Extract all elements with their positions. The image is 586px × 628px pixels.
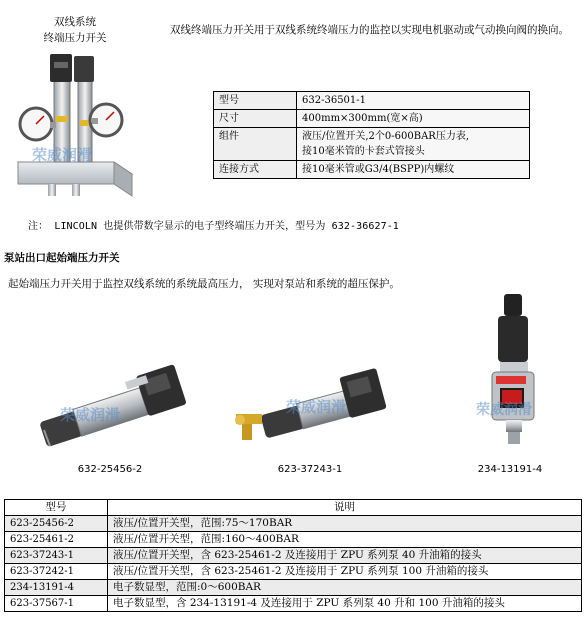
spec-table bbox=[213, 91, 530, 179]
description-cell: 液压/位置开关型，含 623-25461-2 及连接用于 ZPU 系列泵 40 升油箱的接头 bbox=[108, 548, 582, 564]
spec-value: 632-36501-1 bbox=[297, 92, 530, 110]
table-row bbox=[5, 548, 582, 564]
spec-row bbox=[214, 110, 530, 128]
description-cell: 电子数显型，范围:0～600BAR bbox=[108, 580, 582, 596]
description-cell: 液压/位置开关型，范围:160～400BAR bbox=[108, 532, 582, 548]
model-table bbox=[4, 499, 582, 612]
spec-value-line1: 液压/位置开关,2个0-600BAR压力表, bbox=[302, 131, 470, 142]
model-cell: 623-37243-1 bbox=[5, 548, 108, 564]
table-row bbox=[5, 596, 582, 612]
model-cell: 234-13191-4 bbox=[5, 580, 108, 596]
spec-row bbox=[214, 128, 530, 161]
spec-value: 400mm×300mm(宽×高) bbox=[297, 110, 530, 128]
spec-key: 尺寸 bbox=[214, 110, 297, 128]
intro-paragraph: 双线终端压力开关用于双线系统终端压力的监控以实现电机驱动或气动换向阀的换向。 bbox=[170, 24, 569, 36]
description-cell: 液压/位置开关型，范围:75～170BAR bbox=[108, 516, 582, 532]
spec-key: 连接方式 bbox=[214, 161, 297, 179]
svg-text:荣威润滑: 荣威润滑 bbox=[476, 402, 532, 418]
spec-row bbox=[214, 161, 530, 179]
table-row bbox=[5, 532, 582, 548]
product-photo-3 bbox=[476, 292, 556, 452]
spec-key: 型号 bbox=[214, 92, 297, 110]
column-header-description: 说明 bbox=[108, 500, 582, 516]
spec-key: 组件 bbox=[214, 128, 297, 161]
column-header-model: 型号 bbox=[5, 500, 108, 516]
product-photo-1 bbox=[30, 340, 200, 450]
model-cell: 623-25461-2 bbox=[5, 532, 108, 548]
model-cell: 623-37567-1 bbox=[5, 596, 108, 612]
product-photo-2 bbox=[228, 340, 393, 450]
section-title: 泵站出口起始端压力开关 bbox=[4, 252, 120, 264]
description-cell: 液压/位置开关型，含 623-25461-2 及连接用于 ZPU 系列泵 100 升油箱的接头 bbox=[108, 564, 582, 580]
product-label-3: 234-13191-4 bbox=[477, 464, 543, 475]
model-cell: 623-25456-2 bbox=[5, 516, 108, 532]
top-product-caption-line2: 终端压力开关 bbox=[43, 32, 107, 44]
description-cell: 电子数显型，含 234-13191-4 及连接用于 ZPU 系列泵 40 升和 100 升油箱的接头 bbox=[108, 596, 582, 612]
model-cell: 623-37242-1 bbox=[5, 564, 108, 580]
spec-value: 接10毫米管或G3/4(BSPP)内螺纹 bbox=[297, 161, 530, 179]
model-table-header bbox=[5, 500, 582, 516]
svg-text:荣威润滑: 荣威润滑 bbox=[286, 398, 347, 416]
table-row bbox=[5, 564, 582, 580]
end-pressure-switch-photo bbox=[10, 50, 140, 200]
spec-value-line2: 接10毫米管的卡套式管接头 bbox=[302, 146, 425, 157]
note-text: 注： LINCOLN 也提供带数字显示的电子型终端压力开关，型号为 632-36627-1 bbox=[28, 221, 399, 232]
section-description: 起始端压力开关用于监控双线系统的系统最高压力， 实现对泵站和系统的超压保护。 bbox=[8, 278, 400, 290]
top-product-caption bbox=[30, 14, 120, 46]
table-row bbox=[5, 516, 582, 532]
spec-row bbox=[214, 92, 530, 110]
svg-text:荣威润滑: 荣威润滑 bbox=[60, 406, 121, 424]
product-label-1: 632-25456-2 bbox=[77, 464, 143, 475]
top-product-caption-line1: 双线系统 bbox=[54, 16, 96, 28]
product-label-2: 623-37243-1 bbox=[277, 464, 343, 475]
table-row bbox=[5, 580, 582, 596]
spec-value bbox=[297, 128, 530, 161]
svg-text:荣威润滑: 荣威润滑 bbox=[32, 146, 93, 164]
